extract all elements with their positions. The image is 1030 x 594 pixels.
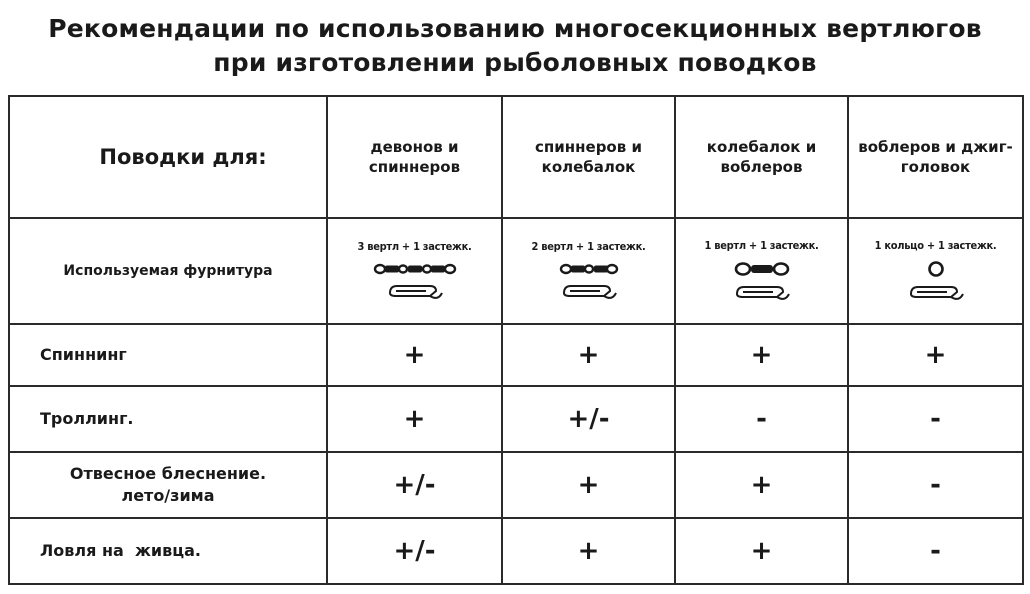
snap-clasp-icon — [386, 283, 444, 303]
hardware-cell-4 — [848, 218, 1023, 324]
header-col-4: воблеров и джиг-головок — [848, 96, 1023, 218]
header-col-3: колебалок и воблеров — [675, 96, 848, 218]
hardware-cell-2 — [502, 218, 675, 324]
row-label-vertical-jigging: Отвесное блеснение. лето/зима — [9, 452, 327, 518]
cell-value: - — [848, 452, 1023, 518]
hardware-text: 1 кольцо + 1 застежк. — [874, 238, 997, 252]
table-row — [9, 386, 1023, 452]
hardware-text: 2 вертл + 1 застежк. — [531, 239, 646, 253]
recommendation-table — [8, 95, 1024, 585]
triple-swivel-icon — [373, 261, 457, 277]
cell-value: +/- — [502, 386, 675, 452]
cell-value: +/- — [327, 518, 502, 584]
double-swivel-icon — [559, 261, 619, 277]
cell-value: + — [502, 452, 675, 518]
title-line-2: при изготовлении рыболовных поводков — [213, 48, 817, 77]
table-row — [9, 518, 1023, 584]
cell-value: + — [675, 324, 848, 386]
snap-clasp-icon — [907, 284, 965, 304]
table-row — [9, 324, 1023, 386]
cell-value: + — [502, 324, 675, 386]
cell-value: - — [848, 386, 1023, 452]
hardware-row — [9, 218, 1023, 324]
row-label-live-bait: Ловля на живца. — [9, 518, 327, 584]
hardware-cell-1 — [327, 218, 502, 324]
row-label-spinning: Спиннинг — [9, 324, 327, 386]
header-leaders-for: Поводки для: — [9, 96, 327, 218]
hardware-text: 3 вертл + 1 застежк. — [357, 239, 472, 253]
snap-clasp-icon — [560, 283, 618, 303]
table-row — [9, 452, 1023, 518]
cell-value: + — [675, 452, 848, 518]
row-label-trolling: Троллинг. — [9, 386, 327, 452]
cell-value: +/- — [327, 452, 502, 518]
cell-value: + — [675, 518, 848, 584]
cell-value: - — [675, 386, 848, 452]
table-header-row — [9, 96, 1023, 218]
snap-clasp-icon — [733, 284, 791, 304]
cell-value: + — [327, 324, 502, 386]
header-col-2: спиннеров и колебалок — [502, 96, 675, 218]
title-line-1: Рекомендации по использованию многосекционных вертлюгов — [48, 14, 982, 43]
hardware-cell-3 — [675, 218, 848, 324]
hardware-label: Используемая фурнитура — [9, 218, 327, 324]
page-title — [0, 12, 1030, 80]
cell-value: + — [327, 386, 502, 452]
hardware-text: 1 вертл + 1 застежк. — [704, 238, 819, 252]
split-ring-icon — [926, 260, 946, 278]
cell-value: + — [502, 518, 675, 584]
single-swivel-icon — [734, 260, 790, 278]
cell-value: + — [848, 324, 1023, 386]
cell-value: - — [848, 518, 1023, 584]
header-col-1: девонов и спиннеров — [327, 96, 502, 218]
